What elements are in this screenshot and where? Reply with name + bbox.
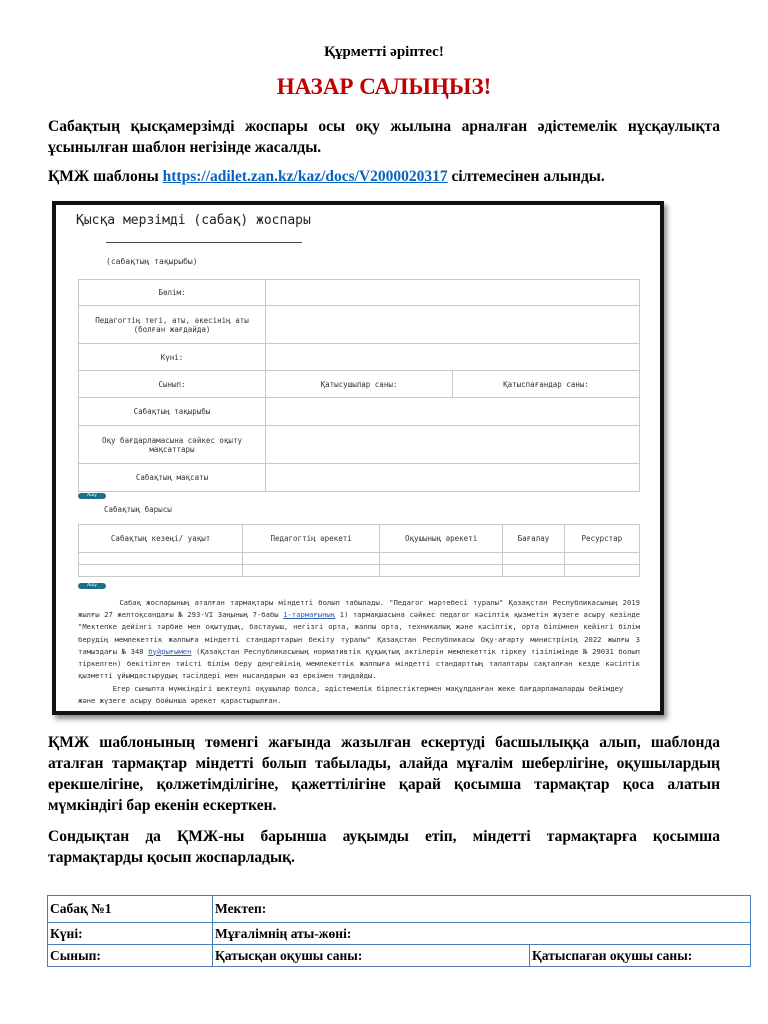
- date-cell: Күні:: [48, 923, 213, 945]
- template-suffix: сілтемесінен алынды.: [447, 168, 605, 185]
- absent-cell: Қатыспағандар саны:: [453, 371, 640, 398]
- absent-count-cell: Қатыспаған оқушы саны:: [530, 945, 751, 967]
- paragraph-3: ҚМЖ шаблонының төменгі жағында жазылған ескертуді басшылыққа алып, шаблонда аталған тармақтар міндетті болып табылады, алайда мұғалім шеберлігіне, оқушылардың ерекшелігіне, қолжетімділігіне, қажеттілігіне қарай қосымша тармақтар қоса алатын мүмкіндігі бар екенін ескерткен.: [48, 734, 720, 814]
- greeting: Құрметті әріптес!: [324, 44, 444, 60]
- progress-header: Сабақтың кезеңі/ уақыт: [79, 525, 243, 553]
- adilet-link[interactable]: https://adilet.zan.kz/kaz/docs/V2000020317: [162, 168, 448, 185]
- lesson-info-table: [47, 895, 751, 967]
- intro-paragraph: Сабақтың қысқамерзімді жоспары осы оқу жылына арналған әдістемелік нұсқаулықта ұсынылған шаблон негізінде жасалды.: [48, 118, 720, 156]
- progress-header: Ресурстар: [564, 525, 639, 553]
- date-cell: Күні:: [79, 344, 266, 371]
- class-cell: Сынып:: [48, 945, 213, 967]
- lesson-progress-table: [78, 524, 640, 577]
- lesson-goal-cell: Сабақтың мақсаты: [79, 464, 266, 492]
- class-cell: Сынып:: [79, 371, 266, 398]
- progress-label: Сабақтың барысы: [104, 505, 172, 514]
- disability-note: [78, 683, 640, 707]
- school-cell: Мектеп:: [213, 896, 751, 923]
- plan-header-table: [78, 279, 640, 492]
- screenshot-title: Қысқа мерзімді (сабақ) жоспары: [76, 213, 311, 228]
- template-screenshot: [52, 201, 664, 715]
- progress-header: Педагогтің әрекеті: [243, 525, 380, 553]
- lesson-topic-cell: Сабақтың тақырыбы: [79, 398, 266, 426]
- note-text: Егер сыныпта мүмкіндігі шектеулі оқушылар болса, әдістемелік бірлестіктермен мақұлданған жеке бағдарламаларды бейімдеу және жүзеге асыру бойынша әрекет қарастырылған.: [78, 684, 624, 706]
- teacher-name-cell: Мұғалімнің аты-жөні:: [213, 923, 751, 945]
- curriculum-goals-cell: Оқу бағдарламасына сәйкес оқыту мақсаттары: [79, 426, 266, 464]
- section-cell: Бөлім:: [79, 280, 266, 306]
- note-link[interactable]: 1-тармағының: [283, 610, 336, 620]
- present-cell: Қатысушылар саны:: [266, 371, 453, 398]
- expand-button[interactable]: Ашу: [78, 493, 106, 499]
- teacher-cell: Педагогтің тегі, аты, әкесінің аты (болған жағдайда): [79, 306, 266, 344]
- template-prefix: ҚМЖ шаблоны: [48, 168, 163, 185]
- progress-header: Бағалау: [503, 525, 565, 553]
- mandatory-note: [78, 597, 640, 682]
- paragraph-4: Сондықтан да ҚМЖ-ны барынша ауқымды етіп, міндетті тармақтарға қосымша тармақтарды қосып жоспарладық.: [48, 828, 720, 866]
- lesson-number-cell: Сабақ №1: [48, 896, 213, 923]
- present-count-cell: Қатысқан оқушы саны:: [213, 945, 530, 967]
- note-text: Сабақ жоспарының аталған тармақтары міндетті болып табылады. "Педагог мәртебесі туралы" Қазақстан Республикасының 2019 жылғы 27 желтоқсандағы № 293-VI Заңының 7-бабы: [78, 598, 640, 620]
- note-text: (Қазақстан Республикасының нормативтік құқықтық актілерін мемлекеттік тіркеу тізілімінде № 29031 болып тіркелген) бекітілген тиісті білім беру деңгейінің мемлекеттік жалпыға міндетті стандарттың талаптары сақталған кезде кәсіптік қызметті ұйымдастырудың тәсілдері мен нысандарын өз еркімен таңдайды.: [78, 646, 640, 681]
- progress-header: Оқушының әрекеті: [380, 525, 503, 553]
- template-source-paragraph: [48, 166, 720, 187]
- topic-underline: [106, 242, 302, 243]
- expand-button[interactable]: Ашу: [78, 583, 106, 589]
- attention-heading: НАЗАР САЛЫҢЫЗ!: [276, 74, 492, 99]
- topic-caption: (сабақтың тақырыбы): [106, 257, 198, 266]
- note-link[interactable]: бұйрығымен: [148, 646, 192, 656]
- note-text: 1) тармақшасына сәйкес педагог кәсіптік қызметін жүзеге асыру кезінде "Мектепке дейінгі тәрбие мен оқытудың, бастауыш, негізгі орта, жалпы орта, техникалық және кәсіптік, орта білімнен кейінгі білім берудің мемлекеттік жалпыға міндетті стандарттарын бекіту туралы" Қазақстан Республикасы Оқу-ағарту министрінің 2022 жылғы 3 тамыздағы № 348: [78, 610, 640, 656]
